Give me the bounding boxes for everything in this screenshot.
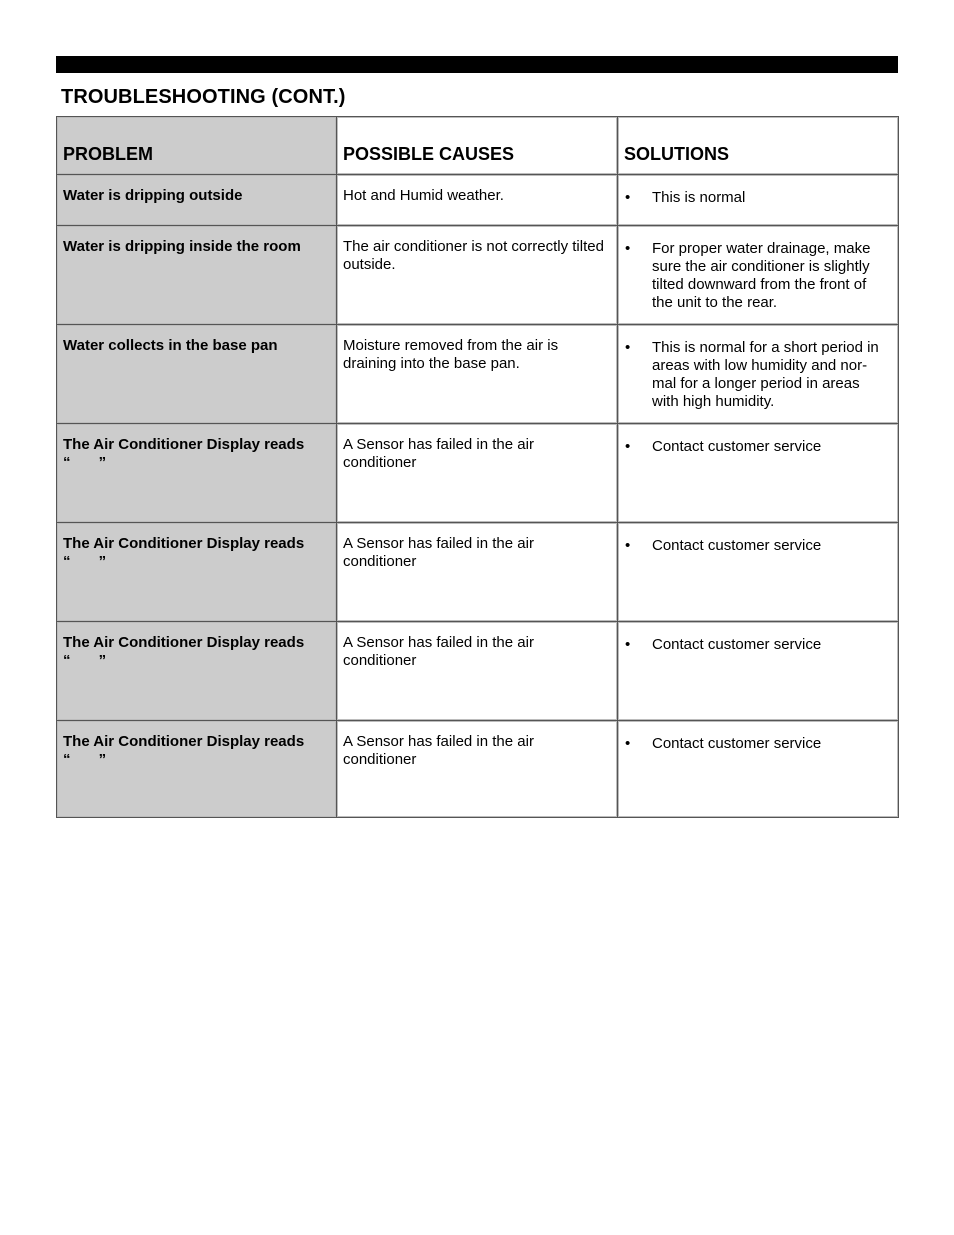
- cause-text: Hot and Humid weather.: [343, 187, 504, 204]
- solution-cell: [618, 622, 899, 721]
- table-row: [57, 226, 899, 325]
- header-causes: POSSIBLE CAUSES: [337, 117, 618, 175]
- problem-cell: [57, 175, 337, 226]
- solution-text: • Contact customer service: [624, 636, 890, 654]
- solution-text: • Contact customer service: [624, 537, 890, 555]
- cause-cell: [337, 325, 618, 424]
- cause-text: A Sensor has failed in the air conditioner: [343, 436, 534, 471]
- table-row: [57, 721, 899, 818]
- problem-cell: [57, 226, 337, 325]
- solution-text: • Contact customer service: [624, 735, 890, 753]
- solution-cell: [618, 424, 899, 523]
- table-row: [57, 622, 899, 721]
- solution-text: • This is normal for a short period in areas with low humidity and nor-mal for a longer period in areas with high humidity.: [624, 339, 890, 411]
- header-rule: [56, 56, 898, 73]
- display-code-quotes: “ ”: [63, 553, 119, 570]
- problem-text: The Air Conditioner Display reads: [63, 733, 305, 750]
- cause-cell: [337, 226, 618, 325]
- problem-cell: [57, 523, 337, 622]
- problem-text: Water is dripping outside: [63, 187, 243, 204]
- problem-text: Water is dripping inside the room: [63, 238, 301, 255]
- troubleshooting-table: [56, 116, 899, 818]
- cause-text: A Sensor has failed in the air conditioner: [343, 535, 534, 570]
- page-title: TROUBLESHOOTING (CONT.): [61, 86, 346, 108]
- table-row: [57, 424, 899, 523]
- table-header-row: [57, 117, 899, 175]
- solution-cell: [618, 175, 899, 226]
- cause-cell: [337, 721, 618, 818]
- cause-cell: [337, 622, 618, 721]
- display-code-quotes: “ ”: [63, 652, 119, 669]
- header-problem: PROBLEM: [57, 117, 337, 175]
- cause-cell: [337, 523, 618, 622]
- solution-text: • This is normal: [624, 189, 890, 207]
- solution-cell: [618, 325, 899, 424]
- problem-cell: [57, 721, 337, 818]
- problem-cell: [57, 424, 337, 523]
- solution-cell: [618, 721, 899, 818]
- cause-cell: [337, 424, 618, 523]
- problem-text: Water collects in the base pan: [63, 337, 278, 354]
- cause-cell: [337, 175, 618, 226]
- solution-cell: [618, 523, 899, 622]
- solution-cell: [618, 226, 899, 325]
- problem-text: The Air Conditioner Display reads: [63, 436, 305, 453]
- display-code-quotes: “ ”: [63, 454, 119, 471]
- problem-cell: [57, 622, 337, 721]
- display-code-quotes: “ ”: [63, 751, 119, 768]
- problem-cell: [57, 325, 337, 424]
- solution-text: • Contact customer service: [624, 438, 890, 456]
- header-solutions: SOLUTIONS: [618, 117, 899, 175]
- table-row: [57, 325, 899, 424]
- problem-text: The Air Conditioner Display reads: [63, 535, 305, 552]
- solution-text: • For proper water drainage, make sure the air conditioner is slightly tilted downward from the front of the unit to the rear.: [624, 240, 890, 312]
- cause-text: A Sensor has failed in the air conditioner: [343, 733, 534, 768]
- cause-text: A Sensor has failed in the air conditioner: [343, 634, 534, 669]
- cause-text: Moisture removed from the air is draining into the base pan.: [343, 337, 559, 372]
- table-row: [57, 523, 899, 622]
- cause-text: The air conditioner is not correctly tilted outside.: [343, 238, 604, 273]
- problem-text: The Air Conditioner Display reads: [63, 634, 305, 651]
- table-row: [57, 175, 899, 226]
